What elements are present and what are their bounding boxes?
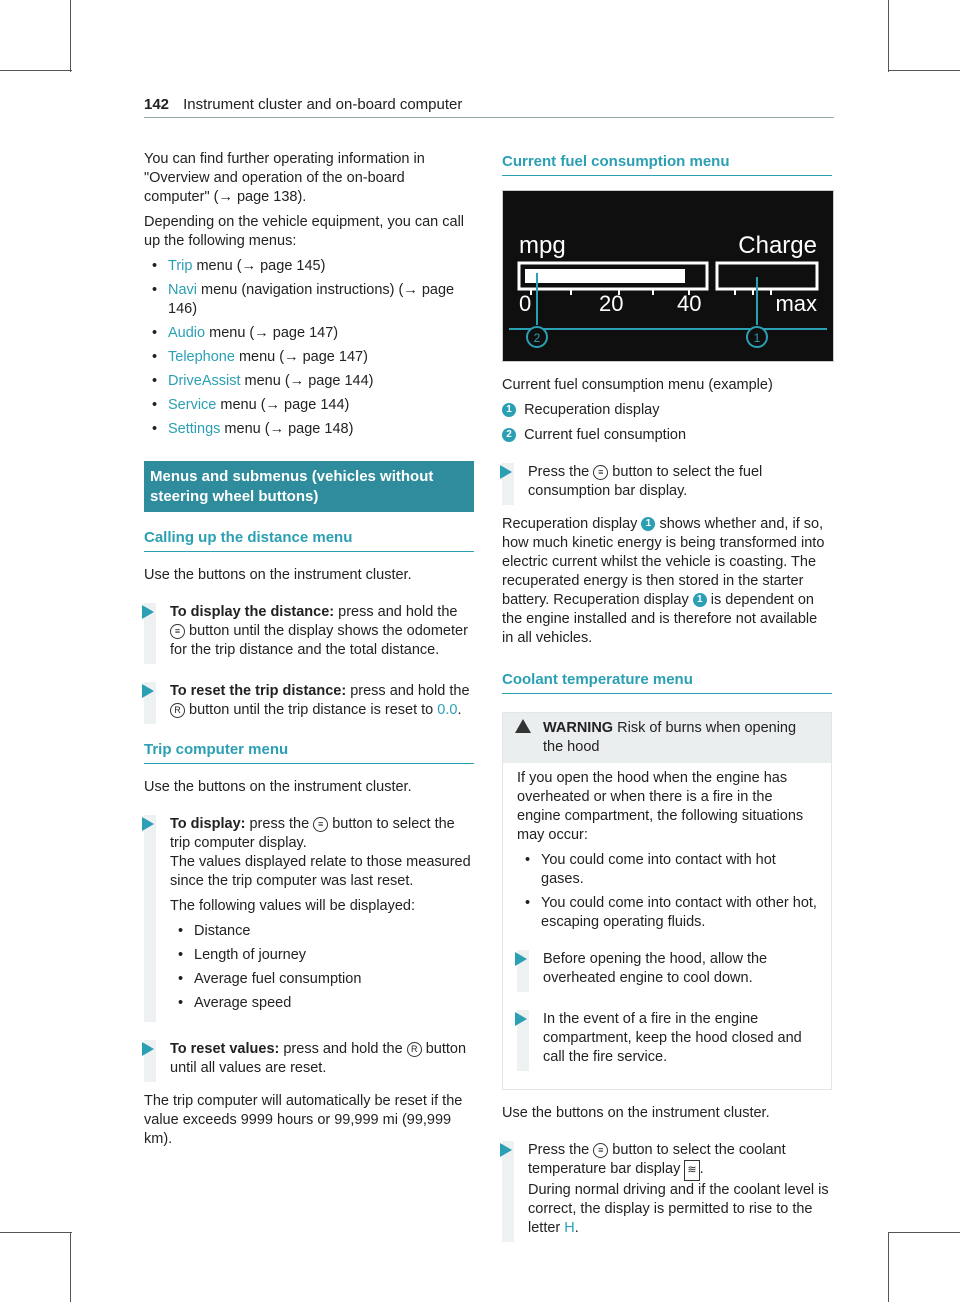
fuel-display-image xyxy=(502,190,834,362)
menu-link[interactable]: DriveAssist xyxy=(168,373,241,389)
warning-text: If you open the hood when the engine has overheated or when there is a fire in the engine compartment, the following situations may occur: xyxy=(517,770,804,843)
svg-text:2: 2 xyxy=(533,331,541,345)
image-caption: Current fuel consumption menu (example) xyxy=(502,377,773,393)
tick-label: 40 xyxy=(677,291,702,316)
step-arrow-icon xyxy=(500,465,512,479)
menu-button-icon: ≡ xyxy=(170,624,185,639)
list-item: • Length of journey xyxy=(170,946,474,965)
legend-item: 2 Current fuel consumption xyxy=(502,426,832,445)
menu-button-icon: ≡ xyxy=(593,1143,608,1158)
step-display-distance: To display the distance: press and hold the ≡ button until the display shows the odometer for the trip distance and the total distance. xyxy=(144,603,474,664)
display-label-mpg: mpg xyxy=(519,232,566,259)
recuperation-paragraph: Recuperation display 1 shows whether and, if so, how much kinetic energy is being transformed into electric current whilst the vehicle is coasting. The recuperated energy is then stored in the starter battery. Recuperation display 1 is dependent on the engine installed and is therefore not available in all vehicles. xyxy=(502,516,825,646)
trip-note: The trip computer will automatically be reset if the value exceeds 9999 hours or 99,999 mi (99,999 km). xyxy=(144,1093,463,1147)
step-arrow-icon xyxy=(142,1042,154,1056)
page-number: 142 xyxy=(144,96,170,113)
right-column xyxy=(502,150,832,1252)
section-heading-distance: Calling up the distance menu xyxy=(144,528,474,552)
tick-label: 0 xyxy=(519,291,532,316)
tick-label: 20 xyxy=(599,291,624,316)
list-item: • Average speed xyxy=(170,994,474,1013)
crop-mark xyxy=(0,1232,72,1233)
crop-mark xyxy=(888,1232,960,1233)
step-reset-distance: To reset the trip distance: press and hold the R button until the trip distance is reset to 0.0. xyxy=(144,682,474,724)
section-heading-fuel: Current fuel consumption menu xyxy=(502,152,832,176)
coolant-temperature-icon: ≋ xyxy=(684,1160,699,1181)
tick-label-max: max xyxy=(775,291,817,316)
menu-item-service: • Service menu (→ page 144) xyxy=(144,396,474,415)
coolant-use-text: Use the buttons on the instrument cluster. xyxy=(502,1105,770,1121)
crop-mark xyxy=(888,70,960,71)
crop-mark xyxy=(888,0,889,72)
step-arrow-icon xyxy=(142,684,154,698)
menu-button-icon: ≡ xyxy=(593,465,608,480)
step-arrow-icon xyxy=(142,605,154,619)
trip-use-text: Use the buttons on the instrument cluster. xyxy=(144,779,412,795)
page-header xyxy=(144,95,834,115)
step-arrow-icon xyxy=(500,1143,512,1157)
trip-values-list xyxy=(170,922,474,1013)
crop-mark xyxy=(70,0,71,72)
list-item: • Average fuel consumption xyxy=(170,970,474,989)
header-rule xyxy=(144,117,834,118)
list-item: • Distance xyxy=(170,922,474,941)
menu-item-navi: • Navi menu (navigation instructions) (→ page 146) xyxy=(144,281,474,319)
step-arrow-icon xyxy=(515,952,527,966)
step-coolant-select: Press the ≡ button to select the coolant temperature bar display ≋ . During normal driving and if the coolant level is correct, the display is permitted to rise to the letter H. xyxy=(502,1141,832,1242)
warning-header: WARNING Risk of burns when opening the hood xyxy=(503,713,831,763)
warning-list xyxy=(517,851,819,932)
svg-text:1: 1 xyxy=(753,331,761,345)
reset-button-icon: R xyxy=(407,1042,422,1057)
warning-step: Before opening the hood, allow the overheated engine to cool down. xyxy=(517,950,819,992)
crop-mark xyxy=(888,1232,889,1302)
warning-step: In the event of a fire in the engine compartment, keep the hood closed and call the fire service. xyxy=(517,1010,819,1071)
section-heading-trip: Trip computer menu xyxy=(144,740,474,764)
list-item: • You could come into contact with other hot, escaping operating fluids. xyxy=(517,894,819,932)
step-fuel-select: Press the ≡ button to select the fuel consumption bar display. xyxy=(502,463,832,505)
menu-button-icon: ≡ xyxy=(313,817,328,832)
menu-item-settings: • Settings menu (→ page 148) xyxy=(144,420,474,439)
menu-link[interactable]: Audio xyxy=(168,325,206,341)
fuel-bar-fill xyxy=(525,269,685,283)
menu-link[interactable]: Service xyxy=(168,397,217,413)
charge-bar-frame xyxy=(717,263,817,289)
step-trip-display: To display: press the ≡ button to select the trip computer display. The values displayed relate to those measured since the trip computer was last reset. The following values will be displayed: • Distance • Length of journey • Average fuel consumption • Average speed xyxy=(144,815,474,1022)
menu-list xyxy=(144,257,474,439)
menu-item-driveassist: • DriveAssist menu (→ page 144) xyxy=(144,372,474,391)
display-label-charge: Charge xyxy=(738,232,817,259)
left-column xyxy=(144,150,474,1155)
use-buttons-text: Use the buttons on the instrument cluster. xyxy=(144,567,412,583)
page-title: Instrument cluster and on-board computer xyxy=(183,96,463,113)
section-heading-coolant: Coolant temperature menu xyxy=(502,670,832,694)
menu-link[interactable]: Settings xyxy=(168,421,221,437)
legend-item: 1 Recuperation display xyxy=(502,401,832,420)
warning-icon xyxy=(515,719,531,733)
menu-item-audio: • Audio menu (→ page 147) xyxy=(144,324,474,343)
step-trip-reset: To reset values: press and hold the R button until all values are reset. xyxy=(144,1040,474,1082)
list-item: • You could come into contact with hot gases. xyxy=(517,851,819,889)
crop-mark xyxy=(0,70,72,71)
crop-mark xyxy=(70,1232,71,1302)
step-arrow-icon xyxy=(142,817,154,831)
menu-item-telephone: • Telephone menu (→ page 147) xyxy=(144,348,474,367)
intro-paragraph-2: Depending on the vehicle equipment, you can call up the following menus: xyxy=(144,214,465,249)
reset-button-icon: R xyxy=(170,703,185,718)
step-arrow-icon xyxy=(515,1012,527,1026)
section-band: Menus and submenus (vehicles without steering wheel buttons) xyxy=(144,461,474,512)
menu-link[interactable]: Navi xyxy=(168,282,198,298)
fuel-display-graphic xyxy=(503,191,833,361)
warning-box xyxy=(502,712,832,1090)
menu-link[interactable]: Trip xyxy=(168,258,193,274)
menu-item-trip: • Trip menu (→ page 145) xyxy=(144,257,474,276)
intro-paragraph: You can find further operating information in "Overview and operation of the on-board computer" (→ page 138). xyxy=(144,151,425,205)
menu-link[interactable]: Telephone xyxy=(168,349,235,365)
